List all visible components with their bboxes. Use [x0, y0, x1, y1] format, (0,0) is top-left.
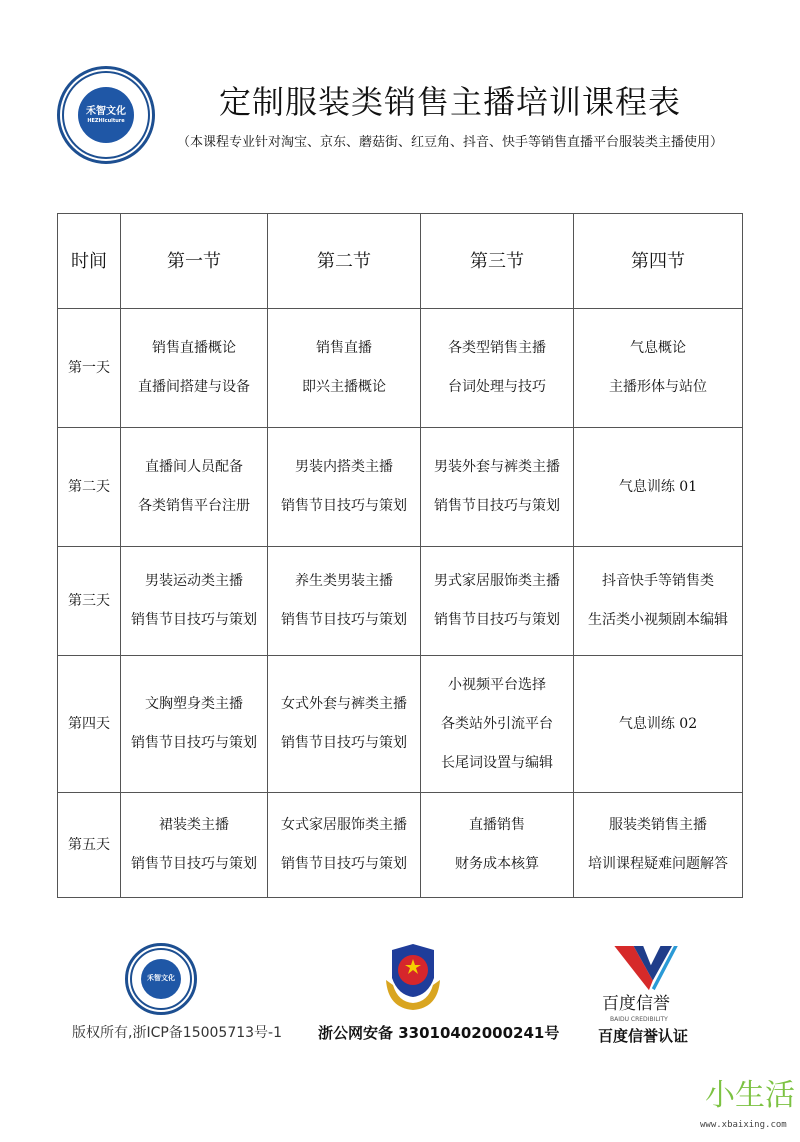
header-cell: 第一节: [121, 214, 268, 309]
baidu-en-text: BAIDU CREDIBILITY: [610, 1016, 668, 1023]
session-line: 直播间人员配备: [145, 459, 243, 475]
session-line: 财务成本核算: [455, 856, 539, 872]
session-line: 销售节目技巧与策划: [434, 612, 560, 628]
day-cell: 第二天: [58, 428, 121, 547]
session-line: 销售直播概论: [152, 340, 236, 356]
table-row: [58, 547, 743, 656]
session-line: 女式家居服饰类主播: [281, 817, 407, 833]
day-cell: 第五天: [58, 793, 121, 898]
table-row: [58, 656, 743, 793]
session-line: 主播形体与站位: [609, 379, 707, 395]
session-line: 销售节目技巧与策划: [281, 612, 407, 628]
day-cell: 第三天: [58, 547, 121, 656]
session-line: 销售节目技巧与策划: [281, 856, 407, 872]
session-line: 长尾词设置与编辑: [441, 754, 553, 771]
session-line: 销售节目技巧与策划: [131, 612, 257, 628]
session-cell: [268, 428, 421, 547]
session-cell: [421, 428, 574, 547]
table-row: [58, 428, 743, 547]
session-line: 服装类销售主播: [609, 817, 707, 833]
session-line: 各类站外引流平台: [441, 715, 553, 732]
baidu-credibility-icon: [613, 946, 683, 994]
session-line: 文胸塑身类主播: [145, 696, 243, 712]
session-cell: [121, 793, 268, 898]
session-line: 抖音快手等销售类: [602, 573, 714, 589]
baidu-cert-text: 百度信誉认证: [598, 1027, 689, 1045]
session-cell: [121, 547, 268, 656]
session-line: 男式家居服饰类主播: [434, 573, 560, 589]
session-line: 即兴主播概论: [302, 379, 386, 395]
page-title: 定制服装类销售主播培训课程表: [218, 83, 681, 121]
logo-ring: [130, 948, 192, 1010]
session-cell: [574, 428, 743, 547]
session-cell: [268, 656, 421, 793]
session-line: 直播销售: [469, 817, 525, 833]
watermark-url: www.xbaixing.com: [700, 1120, 787, 1130]
session-line: 销售节目技巧与策划: [281, 735, 407, 751]
session-cell: [574, 309, 743, 428]
logo-ring: [62, 71, 150, 159]
watermark-logo: 小生活: [705, 1078, 795, 1113]
session-line: 气息概论: [630, 340, 686, 356]
header-cell: 第四节: [574, 214, 743, 309]
session-line: 养生类男装主播: [295, 573, 393, 589]
session-cell: [268, 547, 421, 656]
session-line: 各类销售平台注册: [138, 498, 250, 514]
session-cell: [421, 793, 574, 898]
header-cell: 第二节: [268, 214, 421, 309]
session-line: 男装运动类主播: [145, 573, 243, 589]
police-emblem-icon: [378, 940, 448, 1012]
session-cell: [421, 656, 574, 793]
session-cell: [574, 547, 743, 656]
session-line: 生活类小视频剧本编辑: [588, 612, 728, 628]
session-line: 台词处理与技巧: [448, 379, 546, 395]
session-line: 各类型销售主播: [448, 340, 546, 356]
session-cell: [421, 309, 574, 428]
footer-company-logo: [125, 943, 197, 1015]
session-line: 销售节目技巧与策划: [281, 498, 407, 514]
table-row: [58, 309, 743, 428]
table-row: [58, 793, 743, 898]
session-cell: [421, 547, 574, 656]
logo-text: 禾智文化: [86, 105, 126, 117]
session-line: 销售节目技巧与策划: [131, 856, 257, 872]
session-line: 男装内搭类主播: [295, 459, 393, 475]
session-cell: [574, 793, 743, 898]
day-cell: 第一天: [58, 309, 121, 428]
session-line: 销售直播: [316, 340, 372, 356]
baidu-logo-text: 百度信誉: [602, 994, 670, 1014]
page-subtitle: （本课程专业针对淘宝、京东、蘑菇街、红豆角、抖音、快手等销售直播平台服装类主播使用）: [176, 135, 723, 150]
session-cell: [121, 656, 268, 793]
session-line: 销售节目技巧与策划: [434, 498, 560, 514]
schedule-table: [57, 213, 743, 898]
session-line: 销售节目技巧与策划: [131, 735, 257, 751]
session-cell: [121, 428, 268, 547]
session-line: 女式外套与裤类主播: [281, 696, 407, 712]
logo-text: 禾智文化: [147, 974, 175, 983]
header-cell: 第三节: [421, 214, 574, 309]
police-record-text: 浙公网安备 33010402000241号: [318, 1024, 560, 1042]
session-line: 气息训练 02: [618, 715, 698, 732]
session-cell: [268, 793, 421, 898]
session-line: 男装外套与裤类主播: [434, 459, 560, 475]
session-line: 直播间搭建与设备: [138, 379, 250, 395]
session-cell: [121, 309, 268, 428]
copyright-text: 版权所有,浙ICP备15005713号-1: [72, 1025, 283, 1041]
session-cell: [574, 656, 743, 793]
day-cell: 第四天: [58, 656, 121, 793]
header-cell: 时间: [58, 214, 121, 309]
session-line: 气息训练 01: [618, 478, 698, 495]
header-row: [58, 214, 743, 309]
logo-sub: HEZHIculture: [87, 117, 125, 124]
session-line: 小视频平台选择: [448, 676, 546, 693]
session-cell: [268, 309, 421, 428]
session-line: 培训课程疑难问题解答: [588, 856, 728, 872]
session-line: 裙装类主播: [159, 817, 229, 833]
